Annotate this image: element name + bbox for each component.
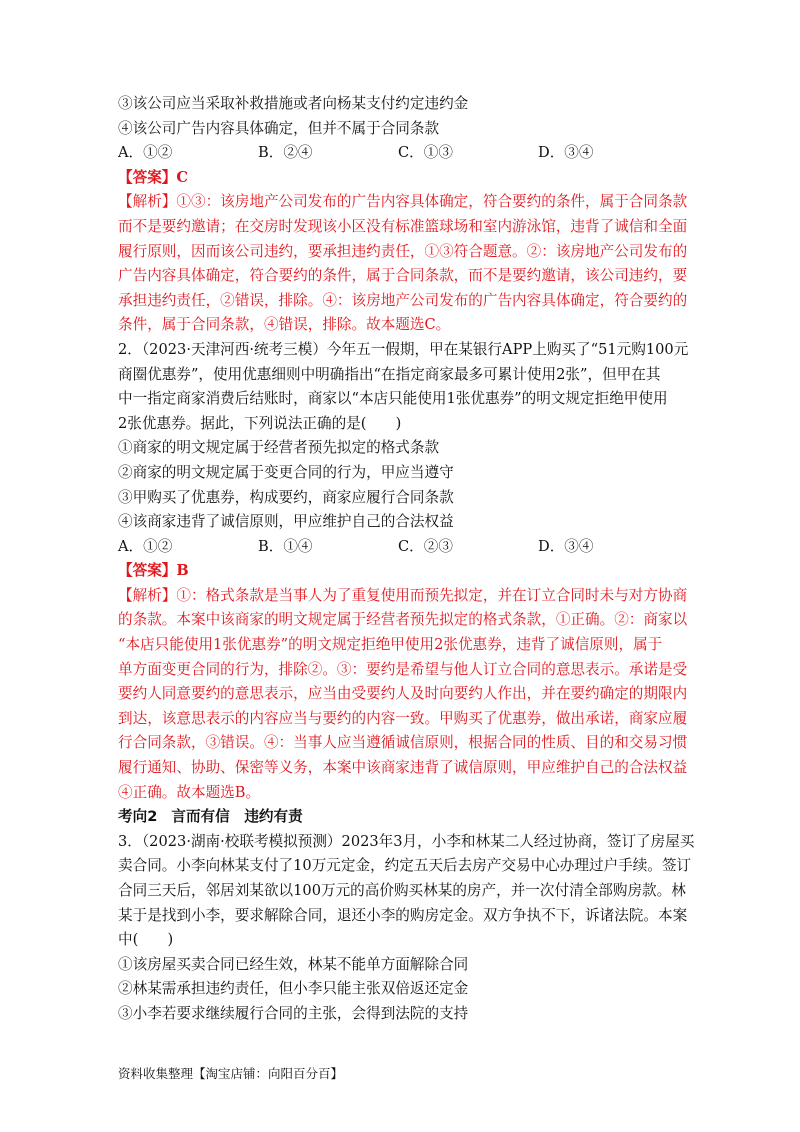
q1-option-b: B．②④ — [258, 144, 313, 162]
q2-statement-4: ④该商家违背了诚信原则，甲应维护自己的合法权益 — [118, 513, 454, 531]
q3-stem-line: 合同三天后，邻居刘某欲以100万元的高价购买林某的房产，并一次付清全部购房款。林 — [118, 882, 686, 899]
q2-analysis-line: 的条款。本案中该商家的明文规定属于经营者预先拟定的格式条款，①正确。②：商家以 — [118, 611, 688, 629]
q3-stem-line: 中( ) — [118, 931, 174, 949]
q2-option-c: C．②③ — [398, 537, 453, 555]
q1-answer: 【答案】C — [118, 168, 188, 186]
q1-options — [118, 141, 684, 166]
q2-stem-line: 商圈优惠券”，使用优惠细则中明确指出“在指定商家最多可累计使用2张”，但甲在其 — [118, 365, 661, 383]
q2-analysis-line: 行合同条款，③错误。④：当事人应当遵循诚信原则，根据合同的性质、目的和交易习惯 — [118, 734, 688, 752]
q2-statement-2: ②商家的明文规定属于变更合同的行为，甲应当遵守 — [118, 463, 454, 481]
q3-statement-3: ③小李若要求继续履行合同的主张，会得到法院的支持 — [118, 1004, 469, 1022]
q2-options — [118, 535, 684, 560]
q3-stem-line: 3．（2023·湖南·校联考模拟预测）2023年3月，小李和林某二人经过协商，签订了房屋买 — [118, 832, 695, 850]
q2-analysis-line: 【解析】①：格式条款是当事人为了重复使用而预先拟定，并在订立合同时未与对方协商 — [118, 586, 688, 604]
q3-stem-line: 卖合同。小李向林某支付了10万元定金，约定五天后去房产交易中心办理过户手续。签订 — [118, 857, 692, 875]
q1-analysis-line: 广告内容具体确定，符合要约的条件，属于合同条款，而不是要约邀请，该公司违约，要 — [118, 267, 688, 285]
q2-stem-line: 2．（2023·天津河西·统考三模）今年五一假期，甲在某银行APP上购买了“51元购100元 — [118, 340, 689, 358]
q1-option-a: A．①② — [118, 144, 173, 162]
q1-analysis-line: 履行原则，因而该公司违约，要承担违约责任，①③符合题意。②：该房地产公司发布的 — [118, 242, 688, 260]
q3-statement-2: ②林某需承担违约责任，但小李只能主张双倍返还定金 — [118, 980, 469, 998]
q1-analysis-line: 而不是要约邀请；在交房时发现该小区没有标准篮球场和室内游泳馆，违背了诚信和全面 — [118, 217, 688, 235]
section-heading — [118, 805, 684, 830]
q2-analysis-line: 单方面变更合同的行为，排除②。③：要约是希望与他人订立合同的意思表示。承诺是受 — [118, 660, 688, 678]
page-footer: 资料收集整理【淘宝店铺：向阳百分百】 — [118, 1066, 344, 1081]
q1-statement-3: ③该公司应当采取补救措施或者向杨某支付约定违约金 — [118, 95, 469, 112]
document-page — [118, 92, 695, 1027]
q2-stem-line: 中一指定商家消费后结账时，商家以“本店只能使用1张优惠券”的明文规定拒绝甲使用 — [118, 390, 668, 408]
q2-answer: 【答案】B — [118, 562, 189, 580]
section-label: 考向2 — [118, 808, 158, 826]
q2-analysis-line: 到达，该意思表示的内容应当与要约的内容一致。甲购买了优惠券，做出承诺，商家应履 — [118, 709, 688, 727]
q1-analysis-line: 条件，属于合同条款，④错误，排除。故本题选C。 — [118, 316, 451, 334]
q1-option-c: C．①③ — [398, 144, 453, 162]
q3-statement-1: ①该房屋买卖合同已经生效，林某不能单方面解除合同 — [118, 955, 469, 973]
q2-statement-3: ③甲购买了优惠券，构成要约，商家应履行合同条款 — [118, 488, 454, 506]
q1-statement-4: ④该公司广告内容具体确定，但并不属于合同条款 — [118, 119, 440, 137]
q2-analysis-line: 要约人同意要约的意思表示，应当由受要约人及时向要约人作出，并在要约确定的期限内 — [118, 685, 688, 703]
q1-analysis-line: 【解析】①③：该房地产公司发布的广告内容具体确定，符合要约的条件，属于合同条款 — [118, 193, 688, 211]
q2-option-a: A．①② — [118, 537, 173, 555]
q2-analysis-line: “本店只能使用1张优惠券”的明文规定拒绝甲使用2张优惠券，违背了诚信原则，属于 — [118, 636, 663, 654]
q2-analysis-line: ④正确。故本题选B。 — [118, 783, 261, 801]
q2-stem-line: 2张优惠券。据此，下列说法正确的是( ) — [118, 414, 402, 432]
section-title: 言而有信 违约有责 — [171, 808, 303, 826]
q1-analysis-line: 承担违约责任，②错误，排除。④：该房地产公司发布的广告内容具体确定，符合要约的 — [118, 291, 688, 309]
q2-option-b: B．①④ — [258, 537, 313, 555]
q2-analysis-line: 履行通知、协助、保密等义务，本案中该商家违背了诚信原则，甲应维护自己的合法权益 — [118, 759, 688, 777]
q3-stem-line: 某于是找到小李，要求解除合同，退还小李的购房定金。双方争执不下，诉诸法院。本案 — [118, 906, 688, 924]
q2-option-d: D．③④ — [538, 537, 594, 555]
q2-statement-1: ①商家的明文规定属于经营者预先拟定的格式条款 — [118, 439, 440, 457]
q1-option-d: D．③④ — [538, 144, 594, 162]
